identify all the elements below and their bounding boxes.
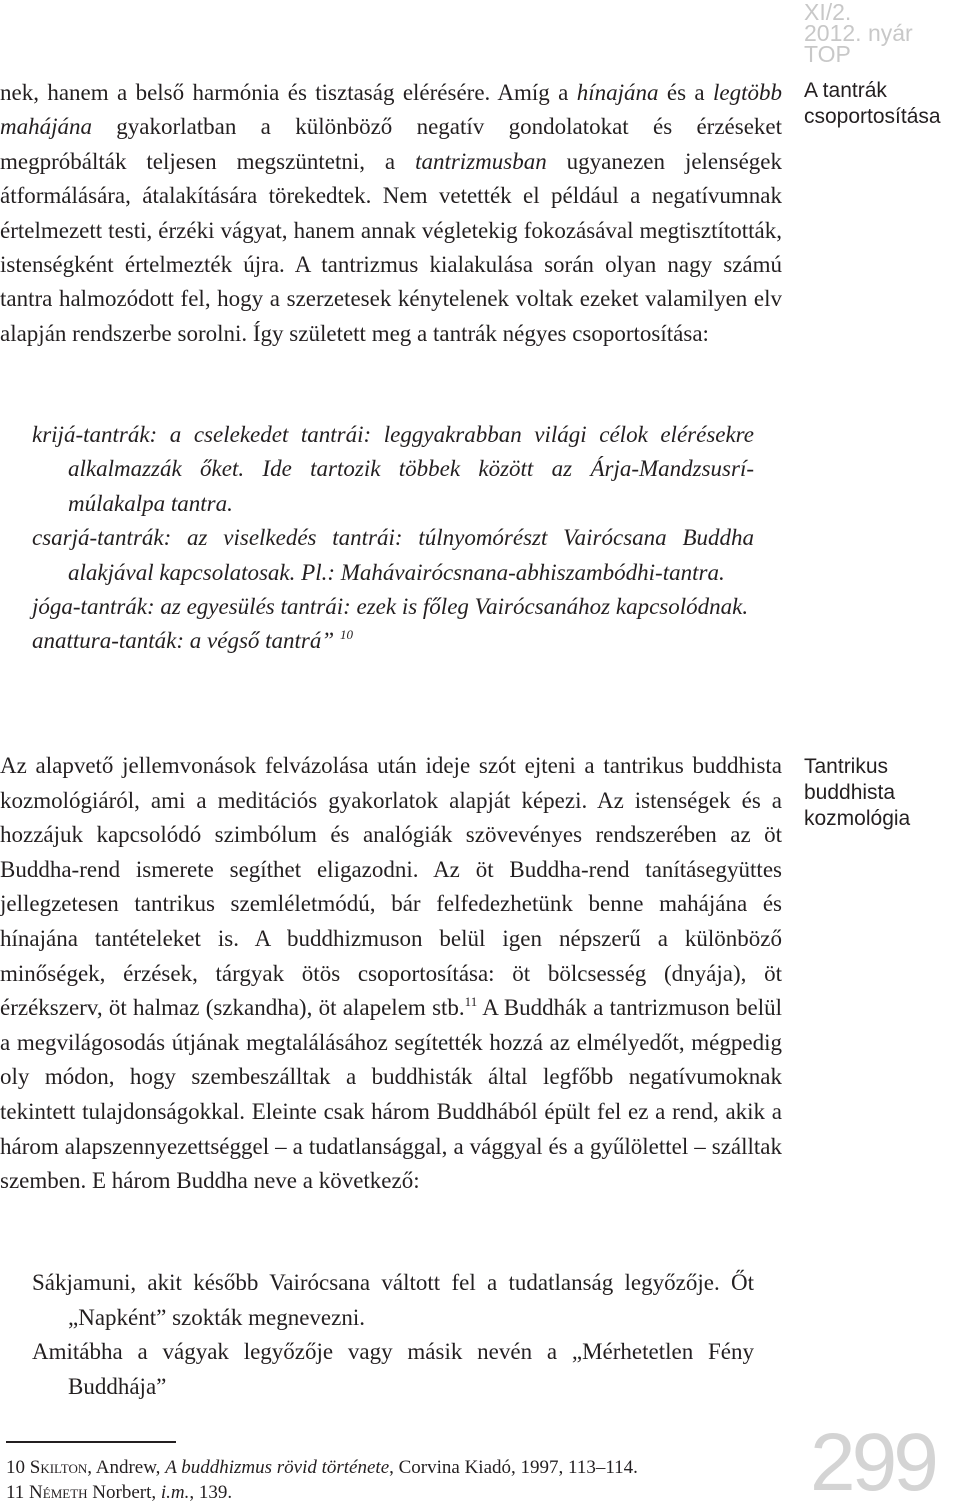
buddha-list xyxy=(32,1266,754,1404)
tantra-list xyxy=(32,418,754,659)
list-item: anattura-tanták: a végső tantrá” $^{10}$ xyxy=(32,627,353,654)
running-header xyxy=(804,2,960,65)
list-item: csarjá-tantrák: az viselkedés tantrái: túlnyomórészt Vairócsana Buddha alakjával kapcsolatosak. Pl.: Mahávairócsnana-abhiszambódhi-tantra. xyxy=(32,525,754,585)
list-item: krijá-tantrák: a cselekedet tantrái: leggyakrabban világi célok elérésekre alkalmazzák őket. Ide tartozik többek között az Árja-Mandzsusrí-múlakalpa tantra. xyxy=(32,422,754,516)
footnote-10: 10 Skilton, Andrew, A buddhizmus rövid története, Corvina Kiadó, 1997, 113–114. xyxy=(6,1457,638,1478)
footnote-ref-11[interactable]: 11 xyxy=(464,994,478,1010)
footnote-ref-10[interactable]: 10 xyxy=(339,627,353,643)
list-item: Sákjamuni, akit később Vairócsana váltott fel a tudatlanság legyőzője. Őt „Napként” szokták megnevezni. xyxy=(32,1270,754,1330)
list-item: Amitábha a vágyak legyőzője vagy másik nevén a „Mérhetetlen Fény Buddhája” xyxy=(32,1339,754,1399)
section-label: TOP xyxy=(804,41,851,67)
margin-note-cosmology: Tantrikus buddhista kozmológia xyxy=(804,755,911,830)
page-number: 299 xyxy=(810,1417,935,1508)
footnote-11: 11 Németh Norbert, i.m., 139. xyxy=(6,1482,233,1503)
list-item: jóga-tantrák: az egyesülés tantrái: ezek is főleg Vairócsanához kapcsolódnak. xyxy=(32,594,749,620)
paragraph-intro: nek, hanem a belső harmónia és tisztaság elérésére. Amíg a hínajána és a legtöbb mahájána gyakorlatban a különböző negatív gondolatokat és érzéseket megpróbálták teljesen megszüntetni, a tantrizmusban ugyanezen jelenségek átformálására, átalakítására törekedtek. Nem vetették el például a negatívumnak értelmezett testi, érzéki vágyat, hanem annak végletekig fokozásával megtisztították, istenségként értelmezték újra. A tantrizmus kialakulása során olyan nagy számú tantra halmozódott fel, hogy a szerzetesek kénytelenek voltak ezeket valamilyen elv alapján rendszerbe sorolni. Így született meg a tantrák négyes csoportosítása: xyxy=(0,80,783,346)
margin-note-tantra-grouping: A tantrák csoportosítása xyxy=(804,79,941,128)
footnote-divider xyxy=(6,1441,176,1443)
issue-label: XI/2. xyxy=(804,0,852,25)
footnotes xyxy=(6,1455,796,1505)
season-label: 2012. nyár xyxy=(804,20,913,46)
paragraph-cosmology: Az alapvető jellemvonások felvázolása után ideje szót ejteni a tantrikus buddhista kozmológiáról, ami a meditációs gyakorlatok alapját képezi. Az istenségek és a hozzájuk kapcsolódó szimbólum és analógiák szövevényes rendszerében az öt Buddha-rend ismerete segíthet eligazodni. Az öt Buddha-rend tanításegyüttes jellegzetesen tantrikus szemléletmódú, bár felfedezhetünk benne mahájána és hínajána tantételeket is. A buddhizmuson belül igen népszerű a különböző minőségek, érzések, tárgyak ötös csoportosítása: öt bölcsesség (dnyája), öt érzékszerv, öt halmaz (szkandha), öt alapelem stb.$^{11}$ A Buddhák a tantrizmuson belül a megvilágosodás útjának megtalálásához segítették hozzá az elmélyedőt, mégpedig oly módon, hogy szembeszálltak a buddhisták által legfőbb negatívumoknak tekintett tulajdonságokkal. Eleinte csak három Buddhából épült fel ez a rend, akik a három alapszennyezettséggel – a tudatlansággal, a vággyal és a gyűlölettel – szálltak szemben. E három Buddha neve a következő: xyxy=(0,753,783,1194)
